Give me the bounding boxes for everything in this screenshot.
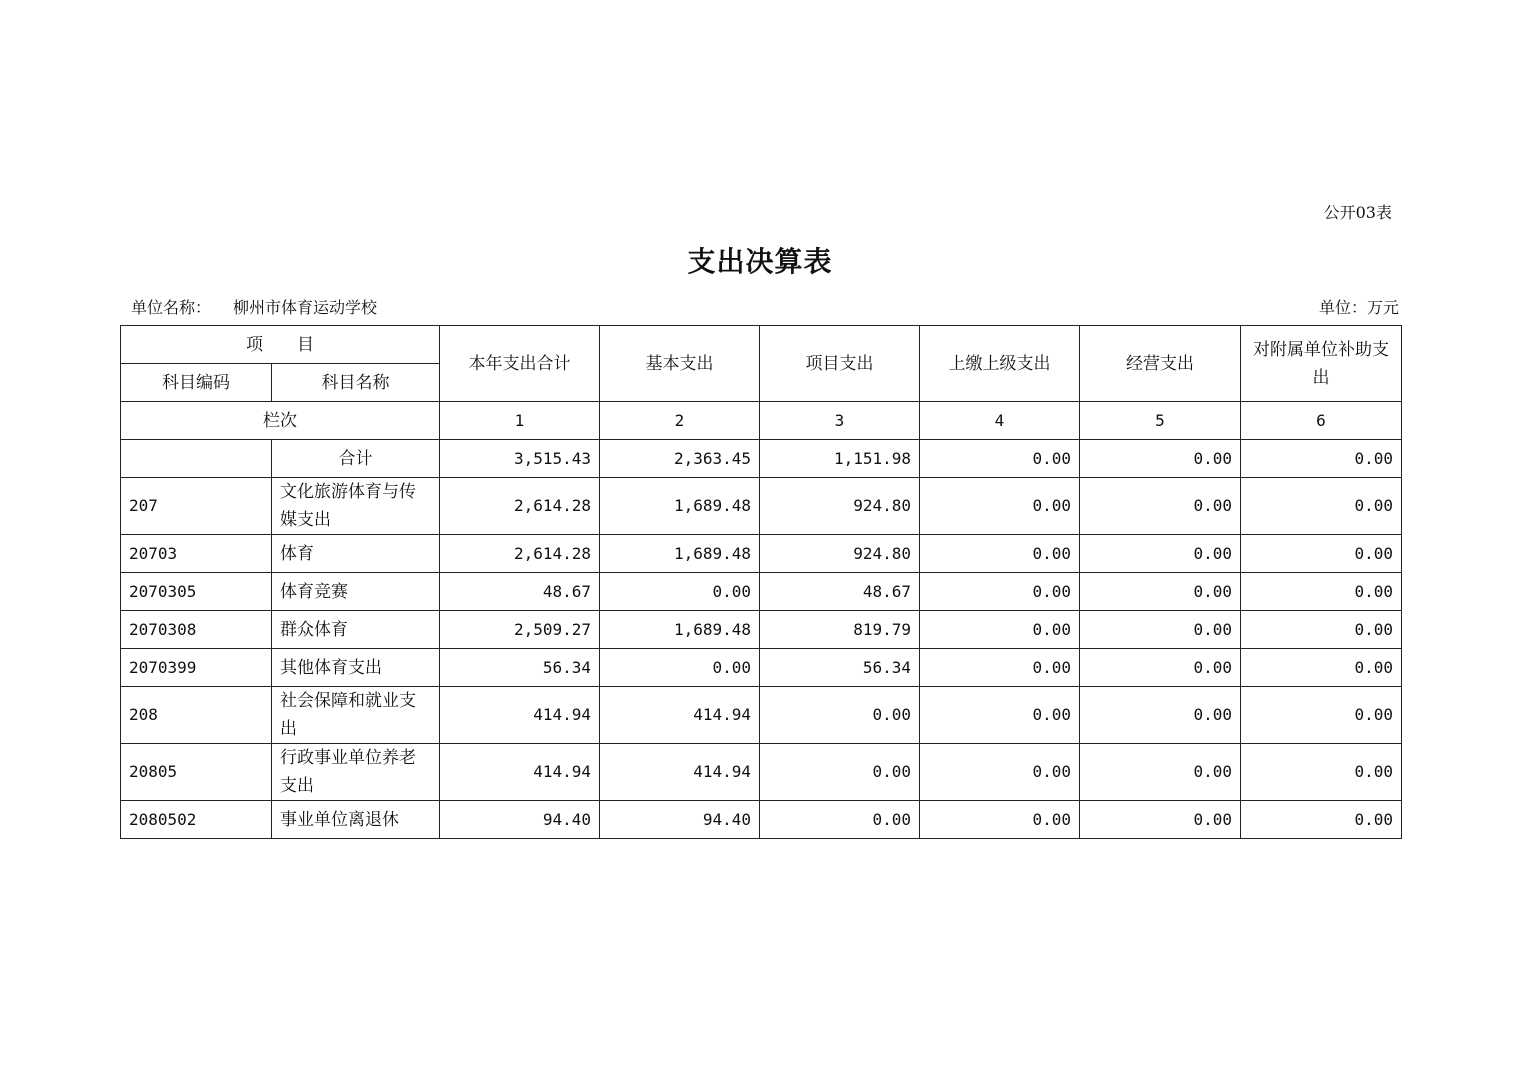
- unit-name-line: [131, 295, 377, 318]
- row-name: 行政事业单位养老支出: [272, 744, 440, 801]
- row-business: 0.00: [1080, 611, 1241, 649]
- row-business: 0.00: [1080, 478, 1241, 535]
- total-sum: 3,515.43: [440, 440, 600, 478]
- row-basic: 414.94: [600, 744, 760, 801]
- row-subsidy: 0.00: [1241, 687, 1402, 744]
- row-basic: 0.00: [600, 573, 760, 611]
- row-code: 208: [121, 687, 272, 744]
- row-name: 其他体育支出: [272, 649, 440, 687]
- row-name: 事业单位离退休: [272, 801, 440, 839]
- row-project: 56.34: [760, 649, 920, 687]
- total-subsidy: 0.00: [1241, 440, 1402, 478]
- header-basic: 基本支出: [600, 326, 760, 402]
- row-name: 社会保障和就业支出: [272, 687, 440, 744]
- unit-name-value: 柳州市体育运动学校: [233, 298, 378, 317]
- row-project: 0.00: [760, 687, 920, 744]
- row-business: 0.00: [1080, 801, 1241, 839]
- header-name: 科目名称: [272, 364, 440, 402]
- header-code: 科目编码: [121, 364, 272, 402]
- expenditure-table: [120, 325, 1402, 839]
- row-name: 群众体育: [272, 611, 440, 649]
- row-basic: 414.94: [600, 687, 760, 744]
- column-index-4: 4: [920, 402, 1080, 440]
- row-business: 0.00: [1080, 649, 1241, 687]
- table-row: [121, 744, 1402, 801]
- table-row: [121, 611, 1402, 649]
- table-row: [121, 535, 1402, 573]
- header-subsidy: 对附属单位补助支出: [1241, 326, 1402, 402]
- row-upper: 0.00: [920, 535, 1080, 573]
- row-total: 48.67: [440, 573, 600, 611]
- table-row: [121, 478, 1402, 535]
- header-item-group: 项 目: [121, 326, 440, 364]
- column-index-6: 6: [1241, 402, 1402, 440]
- total-code-cell: [121, 440, 272, 478]
- header-project: 项目支出: [760, 326, 920, 402]
- row-upper: 0.00: [920, 478, 1080, 535]
- row-subsidy: 0.00: [1241, 478, 1402, 535]
- row-total: 2,614.28: [440, 535, 600, 573]
- total-basic: 2,363.45: [600, 440, 760, 478]
- row-business: 0.00: [1080, 535, 1241, 573]
- row-business: 0.00: [1080, 573, 1241, 611]
- row-upper: 0.00: [920, 744, 1080, 801]
- row-basic: 94.40: [600, 801, 760, 839]
- row-total: 414.94: [440, 744, 600, 801]
- row-upper: 0.00: [920, 649, 1080, 687]
- row-basic: 1,689.48: [600, 611, 760, 649]
- row-code: 2070399: [121, 649, 272, 687]
- unit-name-label: 单位名称：: [131, 298, 212, 317]
- row-project: 819.79: [760, 611, 920, 649]
- row-total: 2,614.28: [440, 478, 600, 535]
- row-total: 414.94: [440, 687, 600, 744]
- row-upper: 0.00: [920, 687, 1080, 744]
- row-subsidy: 0.00: [1241, 801, 1402, 839]
- total-label: 合计: [272, 440, 440, 478]
- row-subsidy: 0.00: [1241, 573, 1402, 611]
- row-project: 924.80: [760, 478, 920, 535]
- row-basic: 1,689.48: [600, 535, 760, 573]
- total-project: 1,151.98: [760, 440, 920, 478]
- column-index-3: 3: [760, 402, 920, 440]
- row-subsidy: 0.00: [1241, 744, 1402, 801]
- row-basic: 1,689.48: [600, 478, 760, 535]
- row-upper: 0.00: [920, 801, 1080, 839]
- table-row: [121, 573, 1402, 611]
- row-project: 48.67: [760, 573, 920, 611]
- row-subsidy: 0.00: [1241, 535, 1402, 573]
- total-business: 0.00: [1080, 440, 1241, 478]
- row-upper: 0.00: [920, 573, 1080, 611]
- row-name: 体育竞赛: [272, 573, 440, 611]
- column-index-2: 2: [600, 402, 760, 440]
- row-upper: 0.00: [920, 611, 1080, 649]
- header-upper: 上缴上级支出: [920, 326, 1080, 402]
- header-total: 本年支出合计: [440, 326, 600, 402]
- row-project: 0.00: [760, 801, 920, 839]
- table-row: [121, 649, 1402, 687]
- column-index-5: 5: [1080, 402, 1241, 440]
- column-index-label: 栏次: [121, 402, 440, 440]
- header-business: 经营支出: [1080, 326, 1241, 402]
- row-basic: 0.00: [600, 649, 760, 687]
- row-code: 20703: [121, 535, 272, 573]
- form-id: 公开03表: [1323, 203, 1392, 222]
- total-row: [121, 440, 1402, 478]
- row-code: 20805: [121, 744, 272, 801]
- row-business: 0.00: [1080, 687, 1241, 744]
- row-subsidy: 0.00: [1241, 611, 1402, 649]
- row-name: 体育: [272, 535, 440, 573]
- table-row: [121, 687, 1402, 744]
- column-index-1: 1: [440, 402, 600, 440]
- row-total: 56.34: [440, 649, 600, 687]
- row-code: 207: [121, 478, 272, 535]
- row-subsidy: 0.00: [1241, 649, 1402, 687]
- row-project: 0.00: [760, 744, 920, 801]
- row-business: 0.00: [1080, 744, 1241, 801]
- row-project: 924.80: [760, 535, 920, 573]
- page-title: 支出决算表: [687, 245, 833, 278]
- currency-unit: 单位：万元: [1318, 298, 1399, 317]
- row-total: 94.40: [440, 801, 600, 839]
- row-code: 2070305: [121, 573, 272, 611]
- row-code: 2080502: [121, 801, 272, 839]
- row-total: 2,509.27: [440, 611, 600, 649]
- total-upper: 0.00: [920, 440, 1080, 478]
- row-code: 2070308: [121, 611, 272, 649]
- table-row: [121, 801, 1402, 839]
- row-name: 文化旅游体育与传媒支出: [272, 478, 440, 535]
